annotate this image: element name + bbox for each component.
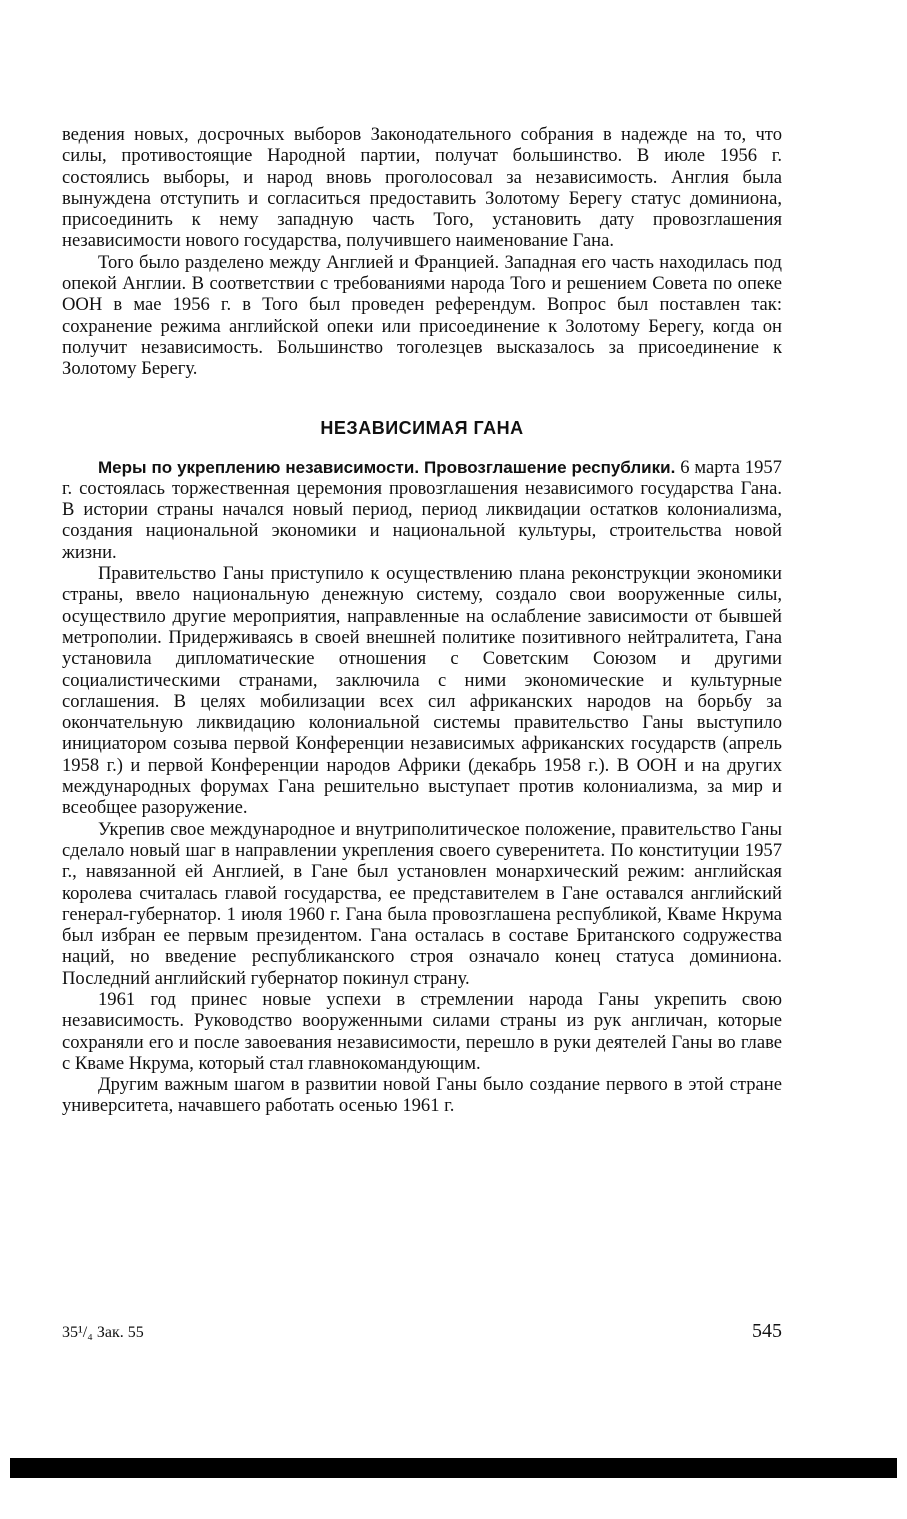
page-text-block — [62, 124, 782, 1117]
paragraph-body-2: Укрепив свое международное и внутриполитическое положение, правительство Ганы сделало новый шаг в направлении укрепления своего суверенитета. По конституции 1957 г., навязанной ей Англией, в Гане был установлен монархический режим: английская королева считалась главой государства, ее представителем в Гане оставался английский генерал-губернатор. 1 июля 1960 г. Гана была провозглашена республикой, Кваме Нкрума был избран ее первым президентом. Гана осталась в составе Британского содружества наций, но введение республиканского строя означало конец статуса доминиона. Последний английский губернатор покинул страну. — [62, 818, 782, 989]
page-footer — [62, 1320, 782, 1343]
paragraph-body-1: Правительство Ганы приступило к осуществлению плана реконструкции экономики страны, ввело национальную денежную систему, создало свои вооруженные силы, осуществило другие мероприятия, направленные на ослабление зависимости от бывшей метрополии. Придерживаясь в своей внешней политике позитивного нейтралитета, Гана установила дипломатические отношения с Советским Союзом и другими социалистическими странами, заключила с ними экономические и культурные соглашения. В целях мобилизации всех сил африканских народов на борьбу за окончательную ликвидацию колониальной системы правительство Ганы выступило инициатором созыва первой Конференции независимых африканских государств (апрель 1958 г.) и первой Конференции народов Африки (декабрь 1958 г.). В ООН и на других международных форумах Гана решительно выступает против колониализма, за мир и всеобщее разоружение. — [62, 563, 782, 819]
scan-border-bar — [10, 1458, 897, 1478]
section-heading: НЕЗАВИСИМАЯ ГАНА — [320, 417, 524, 438]
subsection-first-text: 6 марта 1957 г. состоялась торжественная церемония провозглашения независимого государства Гана. В истории страны начался новый период, период ликвидации остатков колониализма, создания национальной экономики и национальной культуры, строительства новой жизни. — [62, 456, 782, 563]
printer-signature: 35¹/₄ Зак. 55 — [62, 1324, 144, 1341]
paragraph-intro-1: ведения новых, досрочных выборов Законодательного собрания в надежде на то, что силы, противостоящие Народной партии, получат большинство. В июле 1956 г. состоялись выборы, и народ вновь проголосовал за независимость. Англия была вынуждена отступить и согласиться предоставить Золотому Берегу статус доминиона, присоединить к нему западную часть Того, установить дату провозглашения независимости нового государства, получившего наименование Гана. — [62, 124, 782, 252]
page-number: 545 — [752, 1320, 782, 1342]
paragraph-body-3: 1961 год принес новые успехи в стремлении народа Ганы укрепить свою независимость. Руководство вооруженными силами страны из рук англичан, которые сохраняли его и после завоевания независимости, перешло в руки деятелей Ганы во главе с Кваме Нкрума, который стал главнокомандующим. — [62, 988, 782, 1074]
paragraph-intro-2: Того было разделено между Англией и Францией. Западная его часть находилась под опекой Англии. В соответствии с требованиями народа Того и решением Совета по опеке ООН в мае 1956 г. в Того был проведен референдум. Вопрос был поставлен так: сохранение режима английской опеки или присоединение к Золотому Берегу, когда он получит независимость. Большинство тоголезцев высказалось за присоединение к Золотому Берегу. — [62, 251, 782, 380]
paragraph-body-4: Другим важным шагом в развитии новой Ганы было создание первого в этой стране университета, начавшего работать осенью 1961 г. — [62, 1074, 782, 1117]
paragraph-subsection-1 — [62, 457, 782, 563]
subsection-heading: Меры по укреплению независимости. Провозглашение республики. — [98, 457, 676, 477]
